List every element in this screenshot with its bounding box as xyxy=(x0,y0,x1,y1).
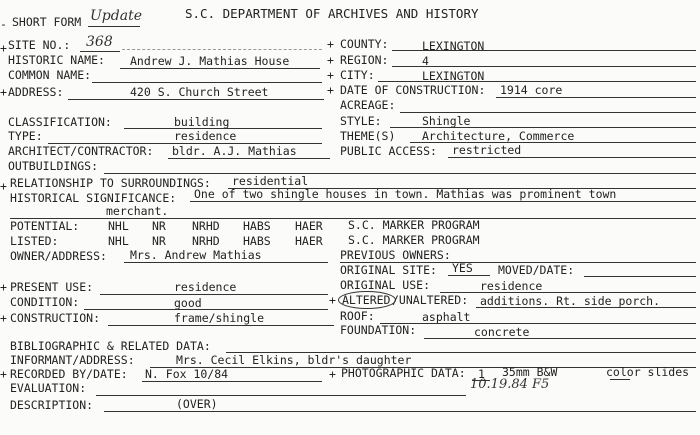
potential-label: POTENTIAL: xyxy=(10,219,80,233)
significance-line-1: One of two shingle houses in town. Mathias was prominent town xyxy=(194,187,617,201)
bullet-mark: + xyxy=(0,179,7,193)
significance-label: HISTORICAL SIGNIFICANCE: xyxy=(10,191,177,205)
relationship-value: residential xyxy=(232,174,309,188)
original-use-value: residence xyxy=(480,279,543,293)
photo-color: color slides xyxy=(606,365,690,379)
listed-marker-program: S.C. MARKER PROGRAM xyxy=(348,233,480,247)
architect-value: bldr. A.J. Mathias xyxy=(172,144,297,158)
bullet-mark: + xyxy=(0,85,7,99)
public-access-value: restricted xyxy=(452,143,522,157)
style-label: STYLE: xyxy=(340,114,382,128)
listed-label: LISTED: xyxy=(10,234,59,248)
listed-nr: NR xyxy=(152,234,166,248)
description-value: (OVER) xyxy=(176,397,218,411)
recorded-by-value: N. Fox 10/84 xyxy=(145,367,229,381)
historic-name-value: Andrew J. Mathias House xyxy=(130,54,290,68)
bullet-mark: + xyxy=(0,280,7,294)
type-label: TYPE: xyxy=(8,129,43,143)
photo-handwritten-note: 10.19.84 F5 xyxy=(470,377,550,392)
style-value: Shingle xyxy=(422,114,471,128)
region-label: REGION: xyxy=(340,53,389,67)
foundation-label: FOUNDATION: xyxy=(340,323,417,337)
architect-label: ARCHITECT/CONTRACTOR: xyxy=(8,144,154,158)
acreage-label: ACREAGE: xyxy=(340,98,396,112)
bullet-mark: + xyxy=(327,53,334,67)
condition-label: CONDITION: xyxy=(10,295,80,309)
date-of-construction-value: 1914 core xyxy=(500,83,563,97)
address-value: 420 S. Church Street xyxy=(130,85,269,99)
owner-label: OWNER/ADDRESS: xyxy=(10,249,107,263)
potential-habs: HABS xyxy=(243,219,271,233)
altered-label: ALTERED xyxy=(342,293,391,307)
county-label: COUNTY: xyxy=(340,37,389,51)
unaltered-label: /UNALTERED: xyxy=(392,293,469,307)
historic-name-label: HISTORIC NAME: xyxy=(8,53,105,67)
address-label: ADDRESS: xyxy=(8,85,64,99)
previous-owners-label: PREVIOUS OWNERS: xyxy=(340,248,451,262)
foundation-value: concrete xyxy=(474,325,530,339)
bullet-mark: - xyxy=(0,17,7,31)
listed-haer: HAER xyxy=(295,234,323,248)
bullet-mark: + xyxy=(329,367,336,381)
bullet-mark: + xyxy=(0,367,7,381)
listed-habs: HABS xyxy=(243,234,271,248)
potential-marker-program: S.C. MARKER PROGRAM xyxy=(348,218,480,232)
public-access-label: PUBLIC ACCESS: xyxy=(340,144,437,158)
roof-value: asphalt xyxy=(422,310,471,324)
potential-nr: NR xyxy=(152,219,166,233)
short-form-label: SHORT FORM xyxy=(12,15,82,29)
city-label: CITY: xyxy=(340,68,375,82)
city-value: LEXINGTON xyxy=(422,69,485,83)
moved-date-label: MOVED/DATE: xyxy=(498,263,575,277)
construction-label: CONSTRUCTION: xyxy=(10,311,101,325)
listed-nrhd: NRHD xyxy=(192,234,220,248)
potential-haer: HAER xyxy=(295,219,323,233)
present-use-label: PRESENT USE: xyxy=(10,280,94,294)
description-label: DESCRIPTION: xyxy=(10,398,94,412)
site-no-label: SITE NO.: xyxy=(8,38,71,52)
common-name-label: COMMON NAME: xyxy=(8,68,92,82)
roof-label: ROOF: xyxy=(340,309,375,323)
region-value: 4 xyxy=(422,54,429,68)
original-use-label: ORIGINAL USE: xyxy=(340,278,431,292)
themes-value: Architecture, Commerce xyxy=(422,129,575,143)
photo-count: 1 xyxy=(478,367,485,381)
informant-value: Mrs. Cecil Elkins, bldr's daughter xyxy=(176,353,412,367)
original-site-label: ORIGINAL SITE: xyxy=(340,263,437,277)
site-no-value: 368 xyxy=(86,34,113,50)
potential-nhl: NHL xyxy=(108,219,129,233)
owner-value: Mrs. Andrew Mathias xyxy=(130,248,262,262)
bullet-mark: + xyxy=(327,37,334,51)
listed-nhl: NHL xyxy=(108,234,129,248)
themes-label: THEME(S) xyxy=(340,129,396,143)
classification-value: building xyxy=(174,115,230,129)
type-value: residence xyxy=(174,129,237,143)
date-of-construction-label: DATE OF CONSTRUCTION: xyxy=(340,83,486,97)
altered-value: additions. Rt. side porch. xyxy=(480,294,661,308)
bullet-mark: + xyxy=(327,83,334,97)
bullet-mark: + xyxy=(0,41,7,55)
bullet-mark: + xyxy=(329,293,336,307)
photographic-data-label: PHOTOGRAPHIC DATA: xyxy=(341,366,466,380)
condition-value: good xyxy=(174,296,202,310)
bullet-mark: + xyxy=(0,311,7,325)
bullet-mark: + xyxy=(327,68,334,82)
original-site-value: YES xyxy=(452,261,473,275)
classification-label: CLASSIFICATION: xyxy=(8,115,112,129)
county-value: LEXINGTON xyxy=(422,39,485,53)
short-form-handwritten-note: Update xyxy=(90,8,142,24)
recorded-by-label: RECORDED BY/DATE: xyxy=(10,367,128,381)
present-use-value: residence xyxy=(174,280,237,294)
outbuildings-label: OUTBUILDINGS: xyxy=(8,159,99,173)
informant-label: INFORMANT/ADDRESS: xyxy=(10,353,135,367)
evaluation-label: EVALUATION: xyxy=(10,381,87,395)
photo-bw: 35mm B&W xyxy=(502,365,558,379)
bibliographic-label: BIBLIOGRAPHIC & RELATED DATA: xyxy=(10,339,211,353)
significance-line-2: merchant. xyxy=(106,204,169,218)
potential-nrhd: NRHD xyxy=(192,219,220,233)
relationship-label: RELATIONSHIP TO SURROUNDINGS: xyxy=(10,176,211,190)
department-title: S.C. DEPARTMENT OF ARCHIVES AND HISTORY xyxy=(185,6,479,21)
construction-value: frame/shingle xyxy=(174,311,265,325)
